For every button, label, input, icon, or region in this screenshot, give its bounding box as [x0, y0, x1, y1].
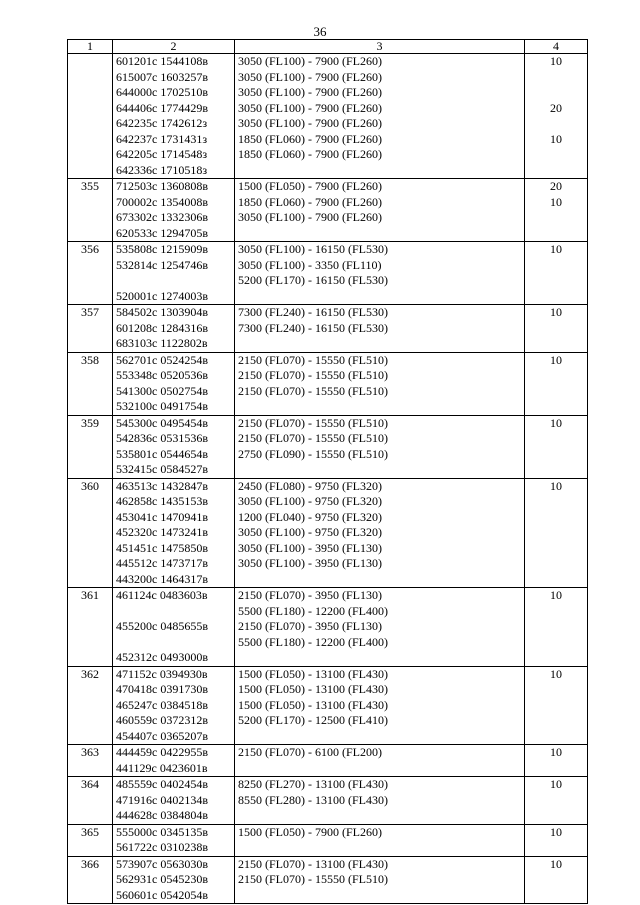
flight-level-range: 2150 (FL070) - 15550 (FL510) — [238, 872, 388, 886]
column-4-value: 10 — [550, 54, 562, 68]
coordinate: 642205с 1714548з — [116, 147, 208, 161]
coordinate: 485559с 0402454в — [116, 777, 208, 791]
flight-level-range-cell — [235, 588, 525, 667]
column-4-value: 10 — [550, 352, 562, 367]
column-4-value — [528, 336, 584, 352]
column-4-value: 10 — [550, 194, 562, 209]
coordinate: 532100с 0491754в — [116, 399, 208, 413]
column-4-value — [528, 462, 584, 478]
column-4-value: 10 — [550, 745, 562, 759]
coordinate: 462858с 1435153в — [116, 494, 208, 508]
column-4-value — [528, 872, 584, 888]
coordinate: 461124с 0483603в — [116, 588, 208, 602]
coordinate: 460559с 0372312в — [116, 713, 208, 727]
coordinate: 584502с 1303904в — [116, 305, 208, 319]
coordinate: 683103с 1122802в — [116, 336, 208, 350]
column-4-value: 10 — [550, 666, 562, 681]
flight-level-range-cell — [235, 666, 525, 745]
coordinate: 555000с 0345135в — [116, 824, 208, 839]
column-4-value-cell — [525, 305, 588, 353]
coordinate: 644406с 1774429в — [116, 100, 208, 115]
column-4-value — [528, 713, 584, 729]
page-number: 36 — [313, 24, 327, 39]
coordinate-cell — [113, 777, 235, 825]
flight-level-range: 1850 (FL060) - 7900 (FL260) — [238, 194, 382, 209]
coordinate: 615007с 1603257в — [116, 69, 208, 84]
flight-level-range: 7300 (FL240) - 16150 (FL530) — [238, 305, 388, 319]
column-header-2: 2 — [113, 40, 235, 54]
flight-level-range: 8550 (FL280) - 13100 (FL430) — [238, 792, 388, 807]
table-row — [68, 415, 588, 478]
coordinate-cell — [113, 352, 235, 415]
flight-level-range — [238, 163, 521, 179]
flight-level-range-cell — [235, 352, 525, 415]
coordinate: 545300с 0495454в — [116, 415, 208, 430]
coordinate: 520001с 1274003в — [116, 288, 208, 303]
coordinate: 452312с 0493000в — [116, 650, 208, 664]
column-4-value-cell — [525, 352, 588, 415]
column-4-value: 10 — [550, 777, 562, 791]
column-4-value — [528, 761, 584, 777]
flight-level-range: 1850 (FL060) - 7900 (FL260) — [238, 147, 382, 161]
coordinate: 644000с 1702510в — [116, 85, 208, 99]
column-4-value — [528, 368, 584, 384]
column-4-value-cell — [525, 242, 588, 305]
column-4-value-cell — [525, 777, 588, 825]
column-4-value-cell — [525, 666, 588, 745]
flight-level-range: 2150 (FL070) - 15550 (FL510) — [238, 431, 388, 445]
coordinate: 642237с 1731431з — [116, 131, 208, 146]
column-4-value — [528, 840, 584, 856]
row-number: 356 — [68, 242, 113, 305]
coordinate — [116, 635, 231, 651]
column-4-value — [528, 541, 584, 557]
flight-level-range: 3050 (FL100) - 3950 (FL130) — [238, 540, 382, 555]
row-number: 358 — [68, 352, 113, 415]
coordinate: 470418с 0391730в — [116, 682, 208, 696]
coordinate: 562701с 0524254в — [116, 352, 208, 367]
flight-level-range-cell — [235, 478, 525, 588]
column-4-value-cell — [525, 745, 588, 777]
coordinate-cell — [113, 745, 235, 777]
row-number: 365 — [68, 824, 113, 856]
column-4-value — [528, 163, 584, 179]
flight-level-range: 1500 (FL050) - 7900 (FL260) — [238, 179, 382, 193]
flight-level-range: 7300 (FL240) - 16150 (FL530) — [238, 320, 388, 335]
column-4-value — [528, 619, 584, 635]
row-number: 357 — [68, 305, 113, 353]
flight-level-range: 3050 (FL100) - 7900 (FL260) — [238, 100, 382, 115]
flight-level-range: 1200 (FL040) - 9750 (FL320) — [238, 509, 382, 524]
column-4-value — [528, 210, 584, 226]
column-4-value-cell — [525, 54, 588, 179]
flight-level-range-cell — [235, 824, 525, 856]
coordinate: 601208с 1284316в — [116, 320, 208, 335]
column-4-value — [528, 635, 584, 651]
coordinate: 471152с 0394930в — [116, 666, 208, 681]
row-number — [68, 54, 113, 179]
coordinate: 465247с 0384518в — [116, 697, 208, 712]
coordinate: 532814с 1254746в — [116, 257, 208, 272]
coordinate-cell — [113, 824, 235, 856]
column-4-value: 20 — [550, 179, 562, 193]
flight-level-range — [238, 572, 521, 588]
flight-level-range: 1500 (FL050) - 7900 (FL260) — [238, 824, 382, 839]
column-header-1: 1 — [68, 40, 113, 54]
column-4-value — [528, 494, 584, 510]
coordinate — [116, 273, 231, 289]
column-4-value — [528, 258, 584, 274]
coordinate-cell — [113, 305, 235, 353]
table-body — [68, 54, 588, 904]
column-4-value — [528, 510, 584, 526]
coordinate: 542836с 0531536в — [116, 431, 208, 445]
table-row — [68, 242, 588, 305]
flight-level-range: 2150 (FL070) - 6100 (FL200) — [238, 745, 382, 759]
flight-level-range: 2150 (FL070) - 15550 (FL510) — [238, 352, 388, 367]
row-number: 363 — [68, 745, 113, 777]
coordinate: 535808с 1215909в — [116, 242, 208, 256]
column-4-value — [528, 650, 584, 666]
flight-level-range: 5500 (FL180) - 12200 (FL400) — [238, 603, 388, 618]
coordinate: 453041с 1470941в — [116, 509, 208, 524]
row-number: 359 — [68, 415, 113, 478]
table-row — [68, 588, 588, 667]
coordinate-cell — [113, 415, 235, 478]
coordinate: 562931с 0545230в — [116, 872, 208, 886]
column-4-value — [528, 273, 584, 289]
flight-level-range: 2750 (FL090) - 15550 (FL510) — [238, 446, 388, 461]
table-row — [68, 478, 588, 588]
flight-level-range: 3050 (FL100) - 9750 (FL320) — [238, 494, 382, 508]
coordinate: 700002с 1354008в — [116, 194, 208, 209]
column-4-value — [528, 384, 584, 400]
table-row — [68, 352, 588, 415]
flight-level-range-cell — [235, 856, 525, 904]
coordinate — [116, 604, 231, 620]
coordinate-cell — [113, 179, 235, 242]
column-4-value-cell — [525, 478, 588, 588]
column-4-value — [528, 321, 584, 337]
column-4-value — [528, 85, 584, 101]
column-4-value-cell — [525, 824, 588, 856]
flight-level-range — [238, 888, 521, 904]
column-4-value: 10 — [550, 478, 562, 493]
flight-level-range-cell — [235, 415, 525, 478]
flight-level-range-cell — [235, 242, 525, 305]
column-4-value — [528, 431, 584, 447]
flight-level-range: 5500 (FL180) - 12200 (FL400) — [238, 634, 388, 649]
column-4-value — [528, 682, 584, 698]
flight-level-range: 3050 (FL100) - 16150 (FL530) — [238, 242, 388, 256]
column-4-value-cell — [525, 588, 588, 667]
flight-level-range: 3050 (FL100) - 7900 (FL260) — [238, 210, 382, 224]
coordinate: 573907с 0563030в — [116, 856, 208, 871]
coordinate: 454407с 0365207в — [116, 728, 208, 743]
table-row — [68, 856, 588, 904]
coordinate: 560601с 0542054в — [116, 887, 208, 902]
flight-level-range: 2150 (FL070) - 15550 (FL510) — [238, 383, 388, 398]
column-4-value — [528, 808, 584, 824]
column-4-value: 10 — [550, 588, 562, 602]
column-4-value: 10 — [550, 305, 562, 319]
flight-level-range — [238, 462, 521, 478]
table-header-row — [68, 40, 588, 54]
row-number: 364 — [68, 777, 113, 825]
column-4-value — [528, 556, 584, 572]
flight-level-range: 2450 (FL080) - 9750 (FL320) — [238, 478, 382, 493]
column-header-3: 3 — [235, 40, 525, 54]
column-4-value: 10 — [550, 131, 562, 146]
column-4-value — [528, 729, 584, 745]
column-4-value — [528, 793, 584, 809]
row-number: 366 — [68, 856, 113, 904]
coordinate: 532415с 0584527в — [116, 462, 208, 476]
column-4-value-cell — [525, 415, 588, 478]
column-4-value: 10 — [550, 824, 562, 839]
flight-level-range — [238, 840, 521, 856]
coordinate: 451451с 1475850в — [116, 540, 208, 555]
flight-level-range: 2150 (FL070) - 3950 (FL130) — [238, 588, 382, 602]
coordinate-cell — [113, 856, 235, 904]
table-row — [68, 305, 588, 353]
table-row — [68, 54, 588, 179]
row-number: 355 — [68, 179, 113, 242]
coordinate: 455200с 0485655в — [116, 619, 208, 633]
row-number: 360 — [68, 478, 113, 588]
flight-level-range: 2150 (FL070) - 3950 (FL130) — [238, 619, 382, 633]
column-4-value-cell — [525, 179, 588, 242]
flight-level-range — [238, 729, 521, 745]
row-number: 362 — [68, 666, 113, 745]
column-4-value-cell — [525, 856, 588, 904]
column-4-value — [528, 698, 584, 714]
coordinate: 601201с 1544108в — [116, 54, 208, 68]
column-4-value — [528, 399, 584, 415]
column-4-value — [528, 226, 584, 242]
coordinate: 553348с 0520536в — [116, 368, 208, 382]
flight-level-range: 1500 (FL050) - 13100 (FL430) — [238, 666, 388, 681]
coordinate-cell — [113, 54, 235, 179]
coordinate: 642235с 1742612з — [116, 116, 208, 130]
table-row — [68, 745, 588, 777]
column-4-value: 10 — [550, 856, 562, 871]
flight-level-range — [238, 808, 521, 824]
column-4-value: 10 — [550, 415, 562, 430]
table-row — [68, 824, 588, 856]
column-4-value — [528, 147, 584, 163]
flight-level-range: 3050 (FL100) - 7900 (FL260) — [238, 69, 382, 84]
coordinate: 445512с 1473717в — [116, 556, 208, 570]
column-4-value: 10 — [550, 242, 562, 256]
coordinate: 541300с 0502754в — [116, 383, 208, 398]
table-row — [68, 179, 588, 242]
flight-level-range: 2150 (FL070) - 15550 (FL510) — [238, 415, 388, 430]
coordinate: 535801с 0544654в — [116, 446, 208, 461]
flight-level-range: 3050 (FL100) - 3950 (FL130) — [238, 556, 382, 570]
flight-level-range: 1850 (FL060) - 7900 (FL260) — [238, 131, 382, 146]
coordinate: 561722с 0310238в — [116, 840, 208, 854]
flight-level-range-cell — [235, 777, 525, 825]
coordinate-cell — [113, 242, 235, 305]
row-number: 361 — [68, 588, 113, 667]
coordinate: 642336с 1710518з — [116, 162, 208, 177]
coordinate: 452320с 1473241в — [116, 525, 208, 539]
flight-level-range: 3050 (FL100) - 9750 (FL320) — [238, 525, 382, 539]
coordinate: 463513с 1432847в — [116, 478, 208, 493]
airspace-table — [67, 39, 588, 904]
flight-level-range-cell — [235, 745, 525, 777]
flight-level-range: 8250 (FL270) - 13100 (FL430) — [238, 777, 388, 791]
coordinate: 712503с 1360808в — [116, 179, 208, 193]
flight-level-range-cell — [235, 305, 525, 353]
flight-level-range: 3050 (FL100) - 7900 (FL260) — [238, 54, 382, 68]
table-row — [68, 666, 588, 745]
coordinate: 444628с 0384804в — [116, 808, 208, 822]
flight-level-range — [238, 761, 521, 777]
coordinate: 444459с 0422955в — [116, 745, 208, 759]
column-4-value — [528, 447, 584, 463]
column-4-value — [528, 70, 584, 86]
flight-level-range: 3050 (FL100) - 3350 (FL110) — [238, 257, 382, 272]
column-4-value — [528, 525, 584, 541]
flight-level-range — [238, 399, 521, 415]
flight-level-range: 2150 (FL070) - 13100 (FL430) — [238, 856, 388, 871]
coordinate: 443200с 1464317в — [116, 571, 208, 586]
column-4-value: 20 — [550, 100, 562, 115]
flight-level-range — [238, 336, 521, 352]
flight-level-range: 1500 (FL050) - 13100 (FL430) — [238, 697, 388, 712]
coordinate: 620533с 1294705в — [116, 225, 208, 240]
coordinate-cell — [113, 478, 235, 588]
flight-level-range: 3050 (FL100) - 7900 (FL260) — [238, 116, 382, 130]
column-4-value — [528, 604, 584, 620]
flight-level-range-cell — [235, 54, 525, 179]
coordinate-cell — [113, 666, 235, 745]
coordinate: 673302с 1332306в — [116, 210, 208, 224]
column-4-value — [528, 888, 584, 904]
flight-level-range-cell — [235, 179, 525, 242]
column-4-value — [528, 116, 584, 132]
column-header-4: 4 — [525, 40, 588, 54]
coordinate: 441129с 0423601в — [116, 760, 208, 775]
flight-level-range — [238, 650, 521, 666]
flight-level-range: 2150 (FL070) - 15550 (FL510) — [238, 368, 388, 382]
flight-level-range — [238, 289, 521, 305]
flight-level-range — [238, 226, 521, 242]
flight-level-range: 1500 (FL050) - 13100 (FL430) — [238, 682, 388, 696]
flight-level-range: 3050 (FL100) - 7900 (FL260) — [238, 85, 382, 99]
column-4-value — [528, 289, 584, 305]
column-4-value — [528, 572, 584, 588]
flight-level-range: 5200 (FL170) - 16150 (FL530) — [238, 273, 388, 287]
table-row — [68, 777, 588, 825]
coordinate-cell — [113, 588, 235, 667]
coordinate: 471916с 0402134в — [116, 792, 208, 807]
flight-level-range: 5200 (FL170) - 12500 (FL410) — [238, 713, 388, 727]
